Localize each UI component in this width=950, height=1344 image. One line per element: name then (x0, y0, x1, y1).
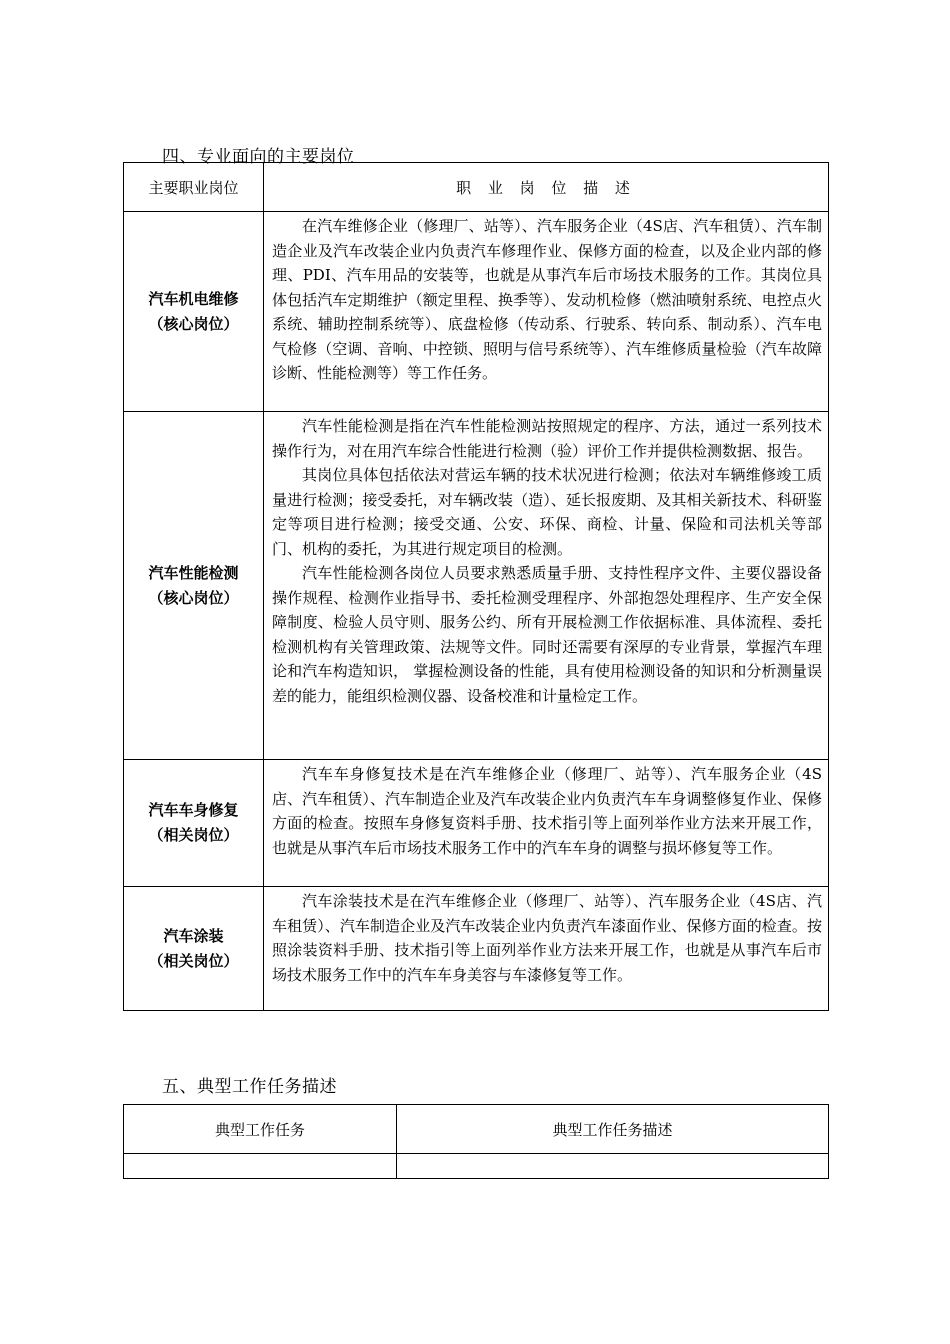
position-row (124, 887, 829, 1011)
description-paragraph: 汽车性能检测是指在汽车性能检测站按照规定的程序、方法，通过一系列技术操作行为，对在用汽车综合性能进行检测（验）评价工作并提供检测数据、报告。 (272, 417, 822, 460)
role-cell (124, 212, 264, 412)
description-paragraph: 汽车涂装技术是在汽车维修企业（修理厂、站等）、汽车服务企业（4S店、汽车租赁）、汽车制造企业及汽车改装企业内负责汽车漆面作业、保修方面的检查。按照涂装资料手册、技术指引等上面列举作业方法来开展工作，也就是从事汽车后市场技术服务工作中的汽车车身美容与车漆修复等工作。 (272, 892, 822, 984)
role-type: （核心岗位） (148, 588, 239, 607)
header-role: 主要职业岗位 (124, 163, 264, 212)
role-type: （相关岗位） (148, 826, 239, 844)
description-cell (264, 412, 829, 760)
role-cell (124, 760, 264, 887)
description-paragraph: 汽车性能检测各岗位人员要求熟悉质量手册、支持性程序文件、主要仪器设备操作规程、检测作业指导书、委托检测受理程序、外部抱怨处理程序、生产安全保障制度、检验人员守则、服务公约、所有开展检测工作依据标准、具体流程、委托检测机构有关管理政策、法规等文件。同时还需要有深厚的专业背景，掌握汽车理论和汽车构造知识， 掌握检测设备的性能，具有使用检测设备的知识和分析测量误差的能力，能组织检测仪器、设备校准和计量检定工作。 (272, 564, 822, 705)
description-paragraph: 其岗位具体包括依法对营运车辆的技术状况进行检测；依法对车辆维修竣工质量进行检测；接受委托，对车辆改装（造）、延长报废期、及其相关新技术、科研鉴定等项目进行检测；接受交通、公安、环保、商检、计量、保险和司法机关等部门、机构的委托，为其进行规定项目的检测。 (272, 466, 822, 558)
header-task: 典型工作任务 (124, 1105, 397, 1154)
role-type: （相关岗位） (148, 951, 239, 970)
positions-table (123, 162, 829, 1011)
section5-title: 五、典型工作任务描述 (162, 1077, 337, 1097)
role-name: 汽车性能检测 (148, 563, 239, 582)
tasks-table (123, 1104, 829, 1179)
description-cell (264, 887, 829, 1011)
positions-header-row (124, 163, 829, 212)
table-row (124, 1154, 829, 1179)
empty-cell (124, 1154, 397, 1179)
description-paragraph: 在汽车维修企业（修理厂、站等）、汽车服务企业（4S店、汽车租赁）、汽车制造企业及汽车改装企业内负责汽车修理作业、保修方面的检查，以及企业内部的修理、PDI、汽车用品的安装等，也就是从事汽车后市场技术服务的工作。其岗位具体包括汽车定期维护（额定里程、换季等）、发动机检修（燃油喷射系统、电控点火系统、辅助控制系统等）、底盘检修（传动系、行驶系、转向系、制动系）、汽车电气检修（空调、音响、中控锁、照明与信号系统等）、汽车维修质量检验（汽车故障诊断、性能检测等）等工作任务。 (272, 217, 822, 382)
role-name: 汽车车身修复 (148, 801, 239, 819)
role-name: 汽车机电维修 (148, 289, 239, 308)
header-description: 职 业 岗 位 描 述 (264, 163, 829, 212)
description-cell (264, 760, 829, 887)
empty-cell (397, 1154, 829, 1179)
header-task-description: 典型工作任务描述 (397, 1105, 829, 1154)
position-row (124, 212, 829, 412)
position-row (124, 760, 829, 887)
tasks-header-row (124, 1105, 829, 1154)
position-row (124, 412, 829, 760)
role-name: 汽车涂装 (163, 926, 224, 945)
role-cell (124, 412, 264, 760)
role-type: （核心岗位） (148, 314, 239, 333)
description-cell (264, 212, 829, 412)
section4-title: 四、专业面向的主要岗位 (162, 147, 355, 167)
role-cell (124, 887, 264, 1011)
description-paragraph: 汽车车身修复技术是在汽车维修企业（修理厂、站等）、汽车服务企业（4S店、汽车租赁）、汽车制造企业及汽车改装企业内负责汽车车身调整修复作业、保修方面的检查。按照车身修复资料手册、技术指引等上面列举作业方法来开展工作，也就是从事汽车后市场技术服务工作中的汽车车身的调整与损坏修复等工作。 (272, 765, 822, 857)
